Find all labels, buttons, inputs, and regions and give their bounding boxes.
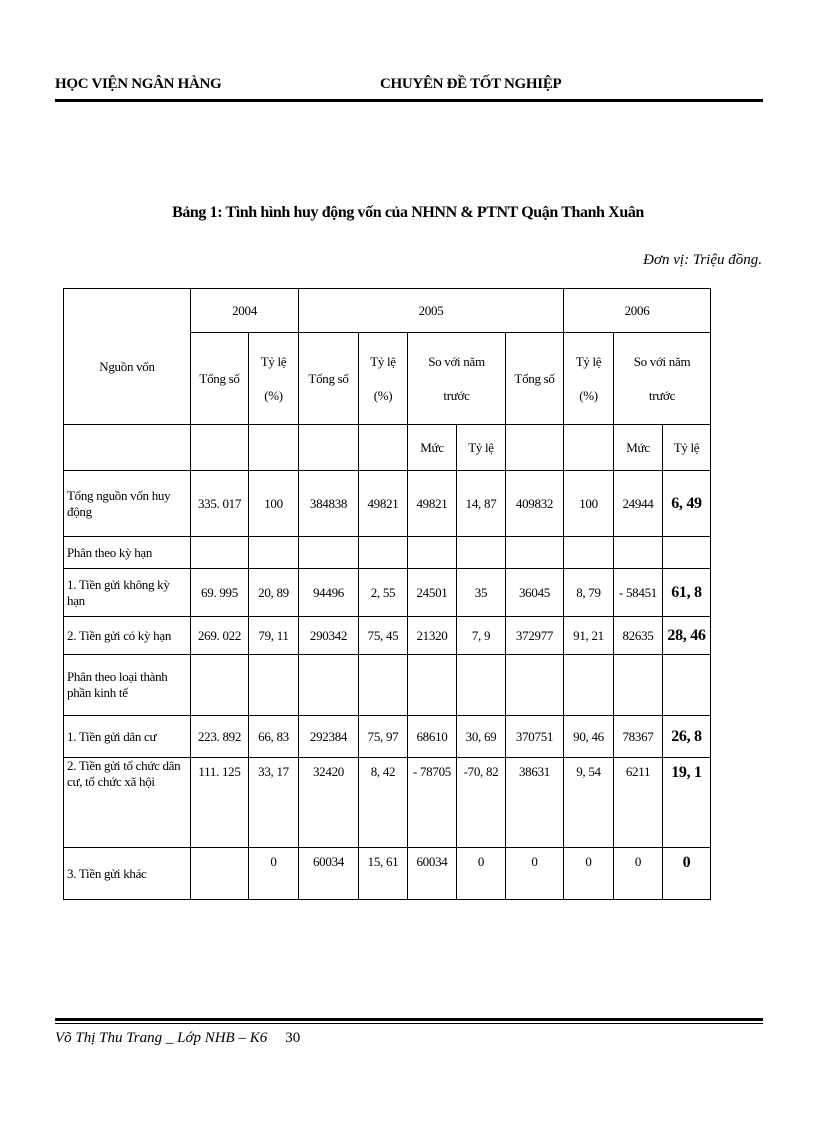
table-cell: 292384 [299,716,359,758]
table-cell [564,655,614,716]
table-cell: 60034 [408,848,457,900]
table-cell [506,655,564,716]
table-cell: 8, 42 [359,758,408,848]
table-cell [408,655,457,716]
table-cell: 36045 [506,569,564,617]
header-doc-type: CHUYÊN ĐỀ TỐT NGHIỆP [380,76,562,92]
table-row [64,758,711,848]
header-institution: HỌC VIỆN NGÂN HÀNG [55,76,222,92]
table-cell: 66, 83 [249,716,299,758]
table-cell: 49821 [359,471,408,537]
table-cell: 24501 [408,569,457,617]
table-row [64,716,711,758]
table-cell [506,537,564,569]
table-cell: 0 [663,848,711,900]
table-cell: 26, 8 [663,716,711,758]
table-cell: 0 [564,848,614,900]
table-cell: 91, 21 [564,617,614,655]
footer-rule [55,1018,763,1021]
table-cell: 82635 [614,617,663,655]
table-cell: 94496 [299,569,359,617]
row-label: 3. Tiền gửi khác [64,848,191,900]
table-cell: -70, 82 [457,758,506,848]
table-cell: 6, 49 [663,471,711,537]
table-cell [191,655,249,716]
table-cell: 90, 46 [564,716,614,758]
subheader-total: Tổng số [506,333,564,425]
row-label: 2. Tiền gửi tổ chức dân cư, tổ chức xã hội [64,758,191,848]
row-label: Phân theo loại thành phần kinh tế [64,655,191,716]
table-cell: 100 [249,471,299,537]
table-cell: 0 [506,848,564,900]
table-cell: 78367 [614,716,663,758]
table-cell: 9, 54 [564,758,614,848]
table-cell: 0 [614,848,663,900]
table-row [64,848,711,900]
table-row [64,617,711,655]
table-cell [663,537,711,569]
table-cell [564,537,614,569]
table-cell [359,537,408,569]
subheader-compare: So với năm trước [614,333,711,425]
subheader-total: Tổng số [191,333,249,425]
table-cell: 79, 11 [249,617,299,655]
table-row [64,655,711,716]
table-cell: 111. 125 [191,758,249,848]
subheader-total: Tổng số [299,333,359,425]
subheader-rate: Tỷ lệ [457,425,506,471]
unit-note: Đơn vị: Triệu đồng. [643,252,762,268]
table-cell [249,537,299,569]
table-cell [359,655,408,716]
subheader-compare: So với năm trước [408,333,506,425]
table-cell: 49821 [408,471,457,537]
page-footer [55,1018,763,1047]
table-cell: 7, 9 [457,617,506,655]
table-cell: 30, 69 [457,716,506,758]
table-cell: - 58451 [614,569,663,617]
table-cell: 24944 [614,471,663,537]
subheader-ratio: Tỷ lệ (%) [249,333,299,425]
table-body [64,471,711,900]
table-cell: 75, 97 [359,716,408,758]
table-cell: 35 [457,569,506,617]
row-label: 1. Tiền gửi không kỳ hạn [64,569,191,617]
table-cell: 14, 87 [457,471,506,537]
table-cell: 0 [249,848,299,900]
year-header: 2004 [191,289,299,333]
table-cell: 75, 45 [359,617,408,655]
funding-table [63,288,711,900]
page-header [55,72,763,102]
subheader-ratio: Tỷ lệ (%) [564,333,614,425]
table-cell [299,537,359,569]
table-row [64,471,711,537]
subheader-rate: Tỷ lệ [663,425,711,471]
table-cell: 15, 61 [359,848,408,900]
row-label: 1. Tiền gửi dân cư [64,716,191,758]
table-cell [614,655,663,716]
page-number: 30 [285,1030,301,1046]
table-cell [191,848,249,900]
row-label: Tổng nguồn vốn huy động [64,471,191,537]
table-cell [249,655,299,716]
year-header: 2006 [564,289,711,333]
table-cell: 372977 [506,617,564,655]
table-cell [614,537,663,569]
footer-author: Võ Thị Thu Trang _ Lớp NHB – K6 [55,1030,268,1046]
table-cell [663,655,711,716]
table-cell: 8, 79 [564,569,614,617]
table-cell: 28, 46 [663,617,711,655]
table-cell: 68610 [408,716,457,758]
table-cell: 290342 [299,617,359,655]
table-cell: 60034 [299,848,359,900]
subheader-level: Mức [614,425,663,471]
table-cell: 335. 017 [191,471,249,537]
table-cell [457,537,506,569]
table-title: Bảng 1: Tình hình huy động vốn của NHNN & PTNT Quận Thanh Xuân [172,204,644,221]
table-cell: 6211 [614,758,663,848]
year-header: 2005 [299,289,564,333]
table-row [64,569,711,617]
header-rule [55,99,763,102]
footer-rule-thin [55,1023,763,1024]
subheader-level: Mức [408,425,457,471]
table-cell [408,537,457,569]
table-cell: 269. 022 [191,617,249,655]
table-cell: 370751 [506,716,564,758]
table-cell: 69. 995 [191,569,249,617]
table-cell: 61, 8 [663,569,711,617]
table-cell: 21320 [408,617,457,655]
table-cell: 384838 [299,471,359,537]
row-label: 2. Tiền gửi có kỳ hạn [64,617,191,655]
row-label: Phân theo kỳ hạn [64,537,191,569]
table-cell: 2, 55 [359,569,408,617]
table-row [64,537,711,569]
table-cell: 38631 [506,758,564,848]
table-cell [457,655,506,716]
table-cell [191,537,249,569]
table-cell: 0 [457,848,506,900]
table-cell: 223. 892 [191,716,249,758]
col-source-header: Nguồn vốn [64,289,191,425]
table-cell [299,655,359,716]
table-cell: 409832 [506,471,564,537]
table-cell: 33, 17 [249,758,299,848]
subheader-ratio: Tỷ lệ (%) [359,333,408,425]
table-cell: 19, 1 [663,758,711,848]
table-cell: 100 [564,471,614,537]
table-cell: - 78705 [408,758,457,848]
table-cell: 20, 89 [249,569,299,617]
table-cell: 32420 [299,758,359,848]
